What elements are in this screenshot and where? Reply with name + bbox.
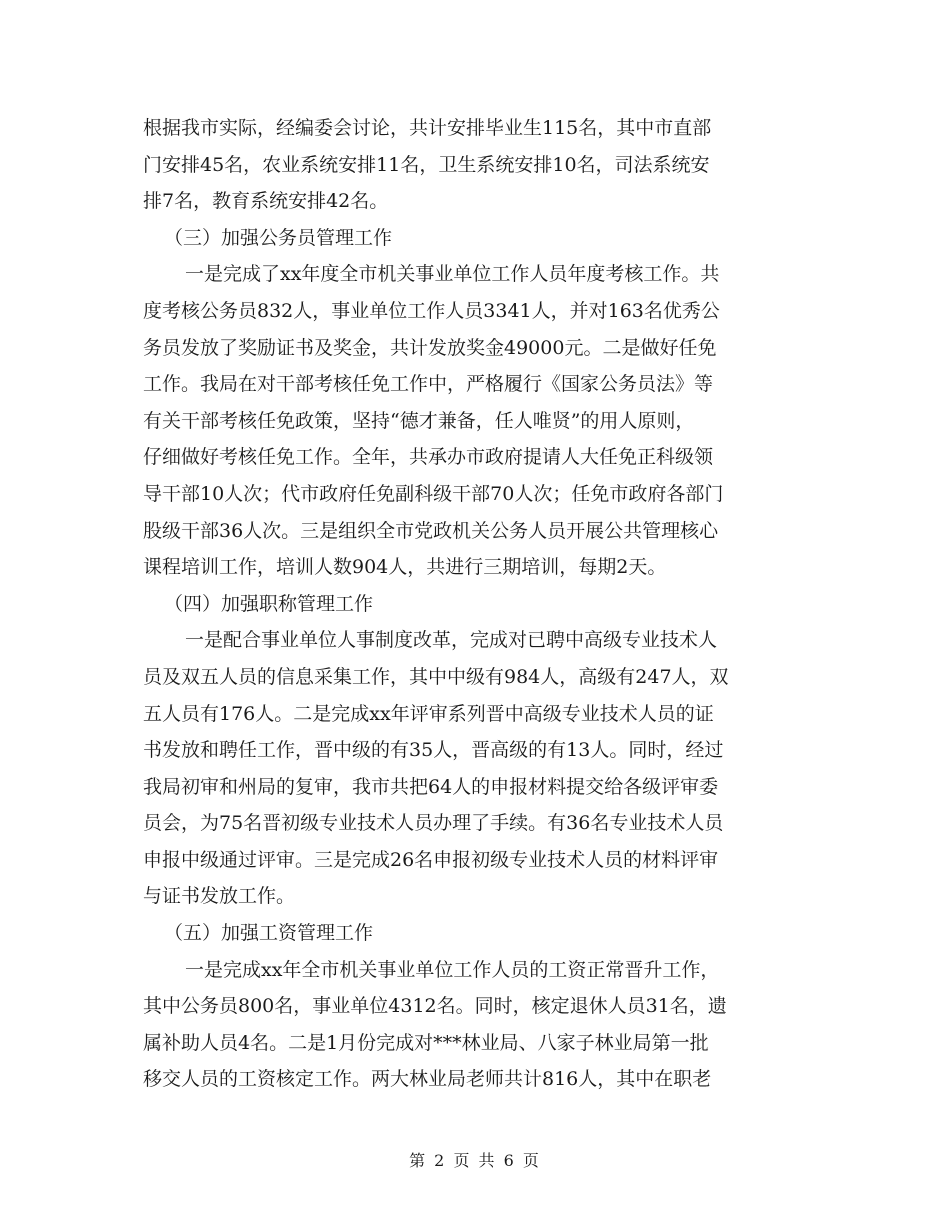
text-line: 移交人员的工资核定工作。两大林业局老师共计816人，其中在职老: [143, 1068, 712, 1091]
section-heading: （三）加强公务员管理工作: [164, 226, 393, 249]
text-line: 一是完成了xx年度全市机关事业单位工作人员年度考核工作。共: [185, 263, 720, 286]
text-line: 门安排45名，农业系统安排11名，卫生系统安排10名，司法系统安: [143, 153, 710, 176]
text-line: 员会，为75名晋初级专业技术人员办理了手续。有36名专业技术人员: [143, 812, 724, 835]
text-line: 股级干部36人次。三是组织全市党政机关公务人员开展公共管理核心: [143, 519, 719, 542]
text-line: 务员发放了奖励证书及奖金，共计发放奖金49000元。二是做好任免: [143, 336, 717, 359]
text-line: 员及双五人员的信息采集工作，其中中级有984人，高级有247人，双: [143, 665, 729, 688]
text-line: 有关干部考核任免政策，坚持“德才兼备，任人唯贤”的用人原则，: [143, 409, 695, 432]
text-line: 仔细做好考核任免工作。全年，共承办市政府提请人大任免正科级领: [143, 446, 714, 469]
text-line: 排7名，教育系统安排42名。: [143, 190, 389, 213]
page-number-footer: 第 2 页 共 6 页: [409, 1151, 541, 1170]
section-heading: （五）加强工资管理工作: [164, 922, 374, 945]
text-line: 书发放和聘任工作，晋中级的有35人，晋高级的有13人。同时，经过: [143, 739, 724, 762]
text-line: 属补助人员4名。二是1月份完成对***林业局、八家子林业局第一批: [143, 1031, 709, 1054]
text-line: 申报中级通过评审。三是完成26名申报初级专业技术人员的材料评审: [143, 848, 719, 871]
text-line: 与证书发放工作。: [143, 885, 296, 908]
text-line: 五人员有176人。二是完成xx年评审系列晋中高级专业技术人员的证: [143, 702, 714, 725]
text-line: 工作。我局在对干部考核任免工作中，严格履行《国家公务员法》等: [143, 373, 714, 396]
section-heading: （四）加强职称管理工作: [164, 592, 374, 615]
text-line: 一是完成xx年全市机关事业单位工作人员的工资正常晋升工作，: [185, 958, 720, 981]
document-body: [143, 110, 808, 1098]
text-line: 度考核公务员832人，事业单位工作人员3341人，并对163名优秀公: [143, 299, 720, 322]
text-line: 我局初审和州局的复审，我市共把64人的申报材料提交给各级评审委: [143, 775, 719, 798]
text-line: 根据我市实际，经编委会讨论，共计安排毕业生115名，其中市直部: [143, 117, 712, 139]
text-line: 其中公务员800名，事业单位4312名。同时，核定退休人员31名，遗: [143, 995, 727, 1018]
text-line: 一是配合事业单位人事制度改革，完成对已聘中高级专业技术人: [185, 629, 718, 652]
text-line: 导干部10人次；代市政府任免副科级干部70人次；任免市政府各部门: [143, 482, 724, 505]
text-line: 课程培训工作，培训人数904人，共进行三期培训，每期2天。: [143, 556, 667, 579]
